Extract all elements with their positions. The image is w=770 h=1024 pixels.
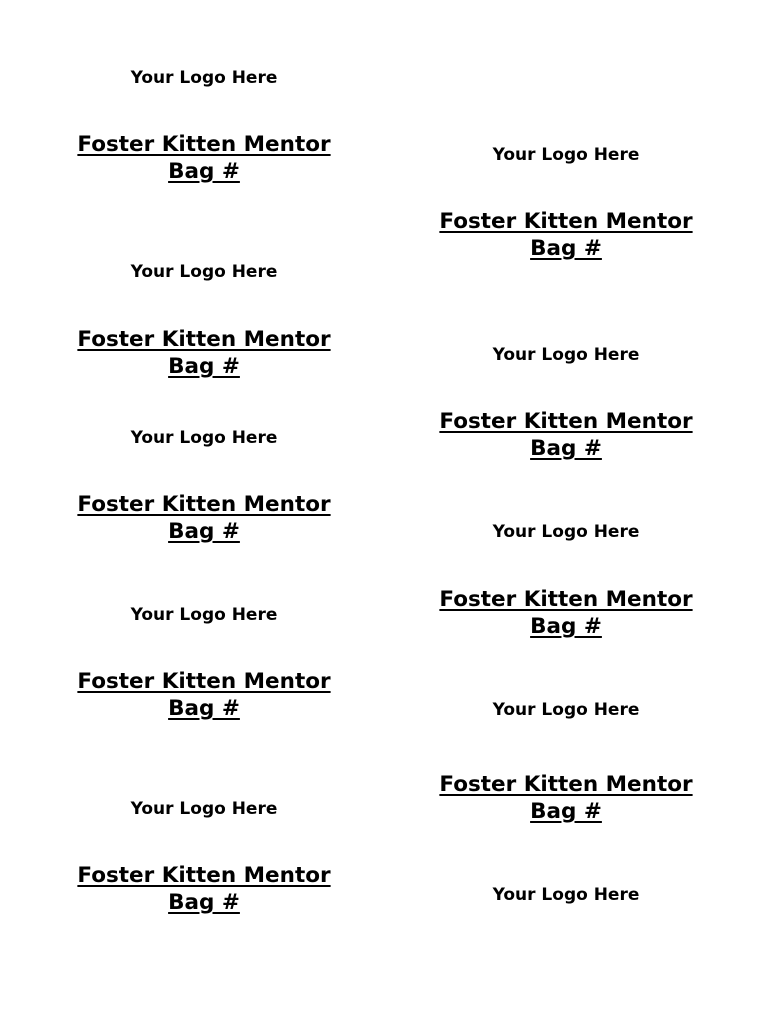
bag-number: Bag # xyxy=(530,236,602,261)
logo-placeholder xyxy=(54,68,354,88)
logo-text: Your Logo Here xyxy=(492,145,640,165)
bag-label-title xyxy=(416,771,716,825)
logo-placeholder xyxy=(416,345,716,365)
logo-text: Your Logo Here xyxy=(492,885,640,905)
bag-number: Bag # xyxy=(168,159,240,184)
logo-placeholder xyxy=(416,522,716,542)
title-line: Foster Kitten Mentor xyxy=(77,327,331,352)
bag-label-title xyxy=(54,131,354,185)
bag-label-title xyxy=(54,491,354,545)
bag-label-title xyxy=(54,668,354,722)
bag-number: Bag # xyxy=(530,799,602,824)
logo-placeholder xyxy=(54,799,354,819)
logo-text: Your Logo Here xyxy=(492,522,640,542)
bag-number: Bag # xyxy=(168,696,240,721)
logo-placeholder xyxy=(54,262,354,282)
logo-text: Your Logo Here xyxy=(492,700,640,720)
bag-label-title xyxy=(416,208,716,262)
bag-number: Bag # xyxy=(168,890,240,915)
title-line: Foster Kitten Mentor xyxy=(77,132,331,157)
title-line: Foster Kitten Mentor xyxy=(77,492,331,517)
logo-placeholder xyxy=(54,605,354,625)
bag-number: Bag # xyxy=(168,519,240,544)
logo-placeholder xyxy=(416,700,716,720)
bag-label-title xyxy=(54,326,354,380)
logo-placeholder xyxy=(416,145,716,165)
logo-text: Your Logo Here xyxy=(130,68,278,88)
bag-label-title xyxy=(416,408,716,462)
title-line: Foster Kitten Mentor xyxy=(439,209,693,234)
title-line: Foster Kitten Mentor xyxy=(77,669,331,694)
bag-label-title xyxy=(54,862,354,916)
logo-placeholder xyxy=(54,428,354,448)
bag-number: Bag # xyxy=(530,436,602,461)
logo-text: Your Logo Here xyxy=(130,262,278,282)
title-line: Foster Kitten Mentor xyxy=(77,863,331,888)
bag-label-title xyxy=(416,586,716,640)
logo-text: Your Logo Here xyxy=(130,799,278,819)
logo-text: Your Logo Here xyxy=(492,345,640,365)
title-line: Foster Kitten Mentor xyxy=(439,587,693,612)
title-line: Foster Kitten Mentor xyxy=(439,409,693,434)
logo-text: Your Logo Here xyxy=(130,605,278,625)
title-line: Foster Kitten Mentor xyxy=(439,772,693,797)
bag-number: Bag # xyxy=(530,614,602,639)
logo-text: Your Logo Here xyxy=(130,428,278,448)
bag-number: Bag # xyxy=(168,354,240,379)
logo-placeholder xyxy=(416,885,716,905)
